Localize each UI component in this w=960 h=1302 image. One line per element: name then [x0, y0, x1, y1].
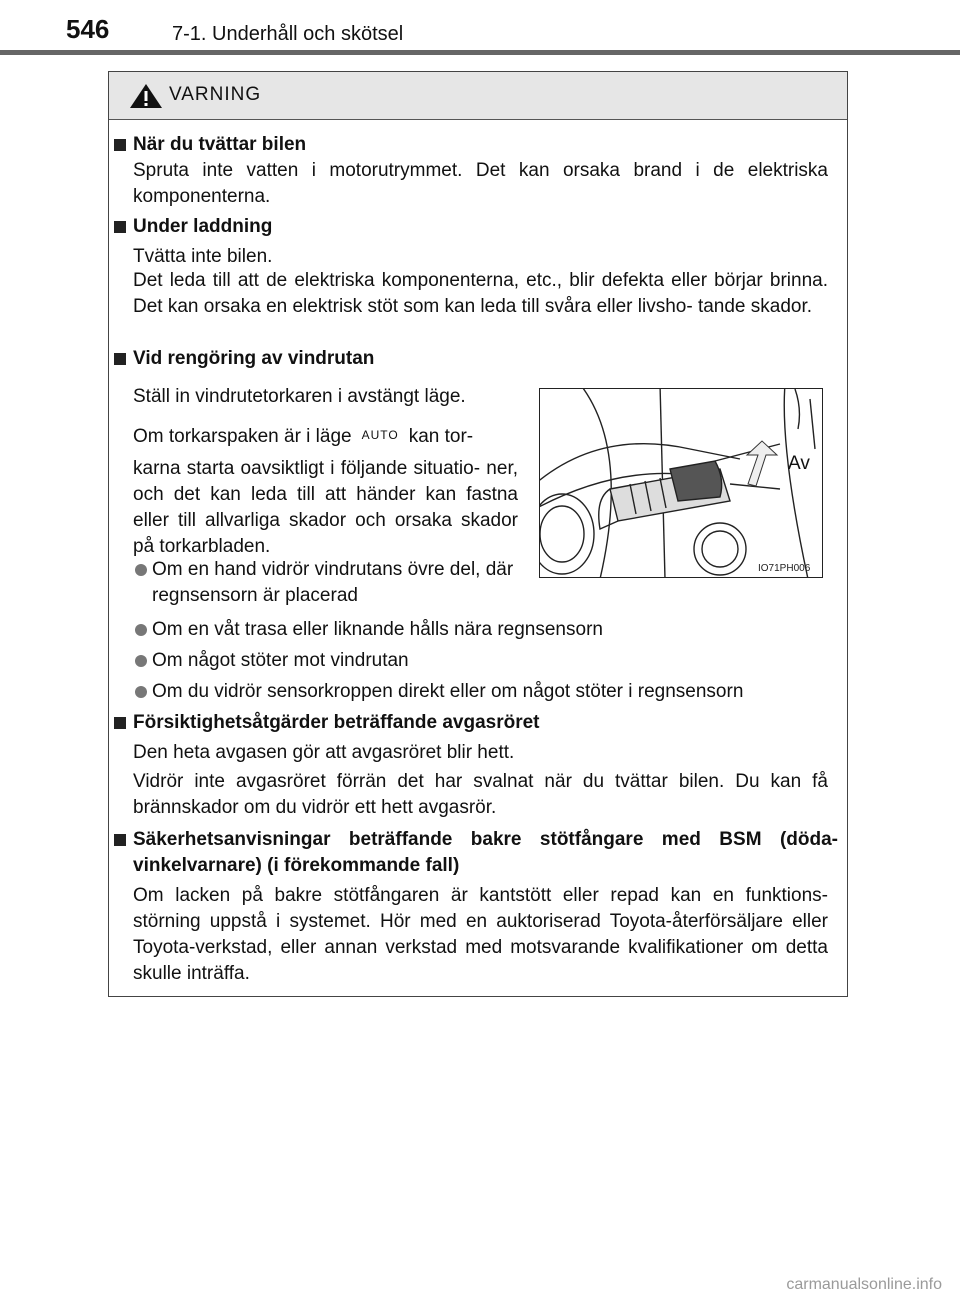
section-square-icon — [114, 717, 126, 729]
section-square-icon — [114, 353, 126, 365]
bullet-dot — [135, 655, 147, 667]
page-number: 546 — [66, 14, 110, 44]
body-exhaust-p1: Den heta avgasen gör att avgasröret blir hett. — [133, 742, 515, 763]
wiper-lever-drawing — [540, 389, 823, 578]
body-washing: Spruta inte vatten i motorutrymmet. Det kan orsaka brand i de elektriska komponenterna. — [133, 160, 828, 207]
warning-title: VARNING — [169, 84, 262, 105]
warning-triangle-icon — [129, 83, 163, 109]
body-charging-line2: Det leda till att de elektriska komponenterna, etc., blir defekta eller börjar brinna. Det kan orsaka en elektrisk stöt som kan leda till svåra eller livsho- tande skador. — [133, 270, 828, 317]
body-windshield-p2-end: kan tor- — [408, 426, 474, 447]
bullet-hand-upper-windshield: Om en hand vidrör vindrutans övre del, där regnsensorn är placerad — [152, 559, 514, 606]
body-exhaust-p2: Vidrör inte avgasröret förrän det har svalnat när du tvättar bilen. Du kan få brännskador om du vidrör ett hett avgasrör. — [133, 771, 828, 818]
footer-watermark: carmanualsonline.info — [786, 1276, 942, 1293]
wiper-lever-illustration — [539, 388, 823, 578]
warning-header — [109, 72, 847, 120]
body-windshield-p2-rest: karna starta oavsiktligt i följande situatio- ner, och det kan leda till att händer kan fastna eller till allvarliga skador och orsaka skador på torkarbladen. — [133, 458, 518, 557]
bullet-hit-windshield: Om något stöter mot vindrutan — [152, 650, 409, 671]
heading-exhaust: Försiktighetsåtgärder beträffande avgasröret — [133, 712, 540, 733]
body-windshield-p2-start: Om torkarspaken är i läge — [133, 426, 352, 447]
heading-bsm: Säkerhetsanvisningar beträffande bakre stötfångare med BSM (döda- vinkelvarnare) (i förekommande fall) — [133, 829, 838, 876]
bullet-wet-cloth: Om en våt trasa eller liknande hålls nära regnsensorn — [152, 619, 603, 640]
heading-washing: När du tvättar bilen — [133, 134, 307, 155]
header-rule — [0, 50, 960, 55]
body-charging-line1: Tvätta inte bilen. — [133, 246, 273, 267]
heading-charging: Under laddning — [133, 216, 273, 237]
figure-label-off: Av — [788, 453, 810, 474]
body-windshield-p1: Ställ in vindrutetorkaren i avstängt läge. — [133, 386, 466, 407]
section-title: 7-1. Underhåll och skötsel — [172, 23, 404, 45]
body-bsm: Om lacken på bakre stötfångaren är kantstött eller repad kan en funktions- störning uppstå i systemet. Hör med en auktoriserad Toyota-återförsäljare eller Toyota-verkstad, eller annan verkstad med motsvarande kvalifikationer om detta skulle inträffa. — [133, 885, 828, 984]
page-header — [0, 0, 960, 60]
section-square-icon — [114, 139, 126, 151]
bullet-dot — [135, 686, 147, 698]
bullet-dot — [135, 564, 147, 576]
bullet-touch-sensor: Om du vidrör sensorkroppen direkt eller om något stöter i regnsensorn — [152, 681, 744, 702]
section-square-icon — [114, 834, 126, 846]
heading-windshield: Vid rengöring av vindrutan — [133, 348, 375, 369]
body-windshield-p2-line1 — [133, 422, 518, 450]
section-square-icon — [114, 221, 126, 233]
figure-code: IO71PH006 — [758, 563, 811, 574]
auto-mode-badge: AUTO — [361, 428, 399, 442]
bullet-dot — [135, 624, 147, 636]
